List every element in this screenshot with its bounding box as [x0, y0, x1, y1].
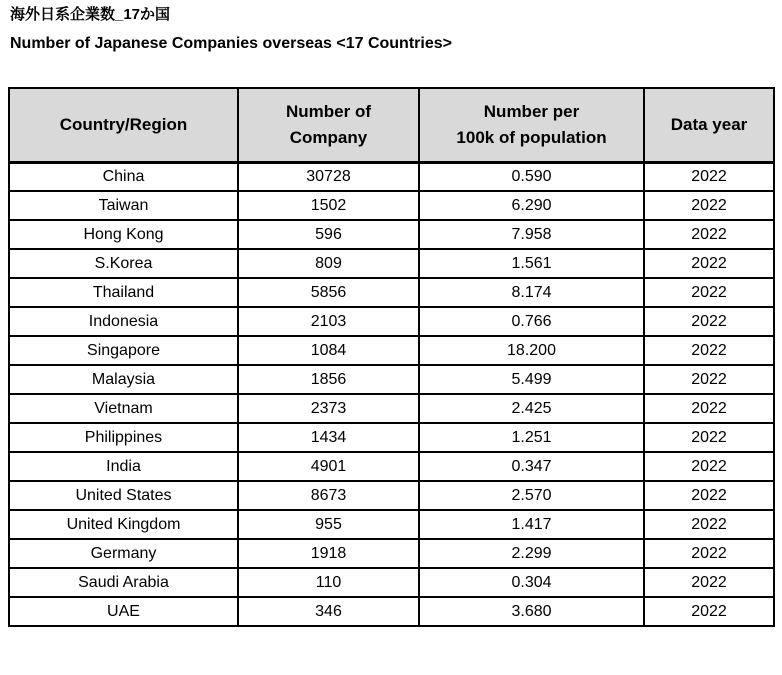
col-header-number-of-company [238, 88, 419, 162]
cell-data-year: 2022 [644, 191, 774, 220]
cell-per-100k: 18.200 [419, 336, 644, 365]
companies-table [8, 87, 775, 627]
table-row [9, 249, 774, 278]
cell-country: Germany [9, 539, 238, 568]
cell-data-year: 2022 [644, 423, 774, 452]
cell-data-year: 2022 [644, 249, 774, 278]
cell-country: Philippines [9, 423, 238, 452]
cell-company-count: 1502 [238, 191, 419, 220]
cell-data-year: 2022 [644, 220, 774, 249]
cell-per-100k: 1.561 [419, 249, 644, 278]
cell-per-100k: 0.766 [419, 307, 644, 336]
table-row [9, 510, 774, 539]
table-body [9, 162, 774, 626]
cell-company-count: 1856 [238, 365, 419, 394]
table-row [9, 307, 774, 336]
cell-per-100k: 0.347 [419, 452, 644, 481]
cell-company-count: 4901 [238, 452, 419, 481]
cell-country: Vietnam [9, 394, 238, 423]
cell-per-100k: 6.290 [419, 191, 644, 220]
table-row [9, 336, 774, 365]
table-row [9, 481, 774, 510]
cell-per-100k: 1.251 [419, 423, 644, 452]
cell-data-year: 2022 [644, 162, 774, 191]
cell-company-count: 809 [238, 249, 419, 278]
cell-company-count: 1084 [238, 336, 419, 365]
cell-country: United Kingdom [9, 510, 238, 539]
table-row [9, 162, 774, 191]
cell-per-100k: 2.299 [419, 539, 644, 568]
header-line: 100k of population [456, 127, 607, 147]
table-row [9, 452, 774, 481]
cell-data-year: 2022 [644, 336, 774, 365]
cell-country: Singapore [9, 336, 238, 365]
table-row [9, 568, 774, 597]
col-header-number-per-100k [419, 88, 644, 162]
cell-country: Indonesia [9, 307, 238, 336]
cell-per-100k: 1.417 [419, 510, 644, 539]
table-row [9, 539, 774, 568]
cell-data-year: 2022 [644, 452, 774, 481]
table-row [9, 220, 774, 249]
cell-company-count: 1434 [238, 423, 419, 452]
cell-company-count: 596 [238, 220, 419, 249]
cell-data-year: 2022 [644, 539, 774, 568]
cell-company-count: 2373 [238, 394, 419, 423]
cell-data-year: 2022 [644, 568, 774, 597]
cell-data-year: 2022 [644, 278, 774, 307]
cell-per-100k: 2.570 [419, 481, 644, 510]
table-row [9, 423, 774, 452]
table-row [9, 365, 774, 394]
col-header-country-region [9, 88, 238, 162]
cell-per-100k: 8.174 [419, 278, 644, 307]
table-row [9, 597, 774, 626]
header-line: Number of [286, 101, 371, 121]
title-english: Number of Japanese Companies overseas <17 Countries> [10, 35, 452, 52]
cell-company-count: 955 [238, 510, 419, 539]
cell-company-count: 346 [238, 597, 419, 626]
cell-company-count: 30728 [238, 162, 419, 191]
cell-per-100k: 0.590 [419, 162, 644, 191]
table-row [9, 278, 774, 307]
cell-country: UAE [9, 597, 238, 626]
cell-data-year: 2022 [644, 510, 774, 539]
cell-country: United States [9, 481, 238, 510]
cell-data-year: 2022 [644, 307, 774, 336]
cell-data-year: 2022 [644, 597, 774, 626]
cell-per-100k: 0.304 [419, 568, 644, 597]
cell-country: Hong Kong [9, 220, 238, 249]
title-japanese: 海外日系企業数_17か国 [10, 6, 171, 23]
cell-company-count: 2103 [238, 307, 419, 336]
cell-country: S.Korea [9, 249, 238, 278]
header-line: Number per [483, 101, 580, 121]
cell-country: India [9, 452, 238, 481]
cell-data-year: 2022 [644, 481, 774, 510]
cell-country: Saudi Arabia [9, 568, 238, 597]
cell-country: Taiwan [9, 191, 238, 220]
cell-data-year: 2022 [644, 365, 774, 394]
col-header-data-year [644, 88, 774, 162]
header-line: Data year [670, 114, 748, 134]
cell-country: Thailand [9, 278, 238, 307]
cell-company-count: 1918 [238, 539, 419, 568]
cell-company-count: 8673 [238, 481, 419, 510]
cell-per-100k: 7.958 [419, 220, 644, 249]
cell-per-100k: 3.680 [419, 597, 644, 626]
cell-country: China [9, 162, 238, 191]
cell-data-year: 2022 [644, 394, 774, 423]
header-line: Country/Region [59, 114, 188, 134]
cell-per-100k: 5.499 [419, 365, 644, 394]
cell-company-count: 5856 [238, 278, 419, 307]
table-row [9, 191, 774, 220]
cell-country: Malaysia [9, 365, 238, 394]
header-line: Company [289, 127, 368, 147]
cell-company-count: 110 [238, 568, 419, 597]
table-row [9, 394, 774, 423]
cell-per-100k: 2.425 [419, 394, 644, 423]
header-row [9, 88, 774, 162]
